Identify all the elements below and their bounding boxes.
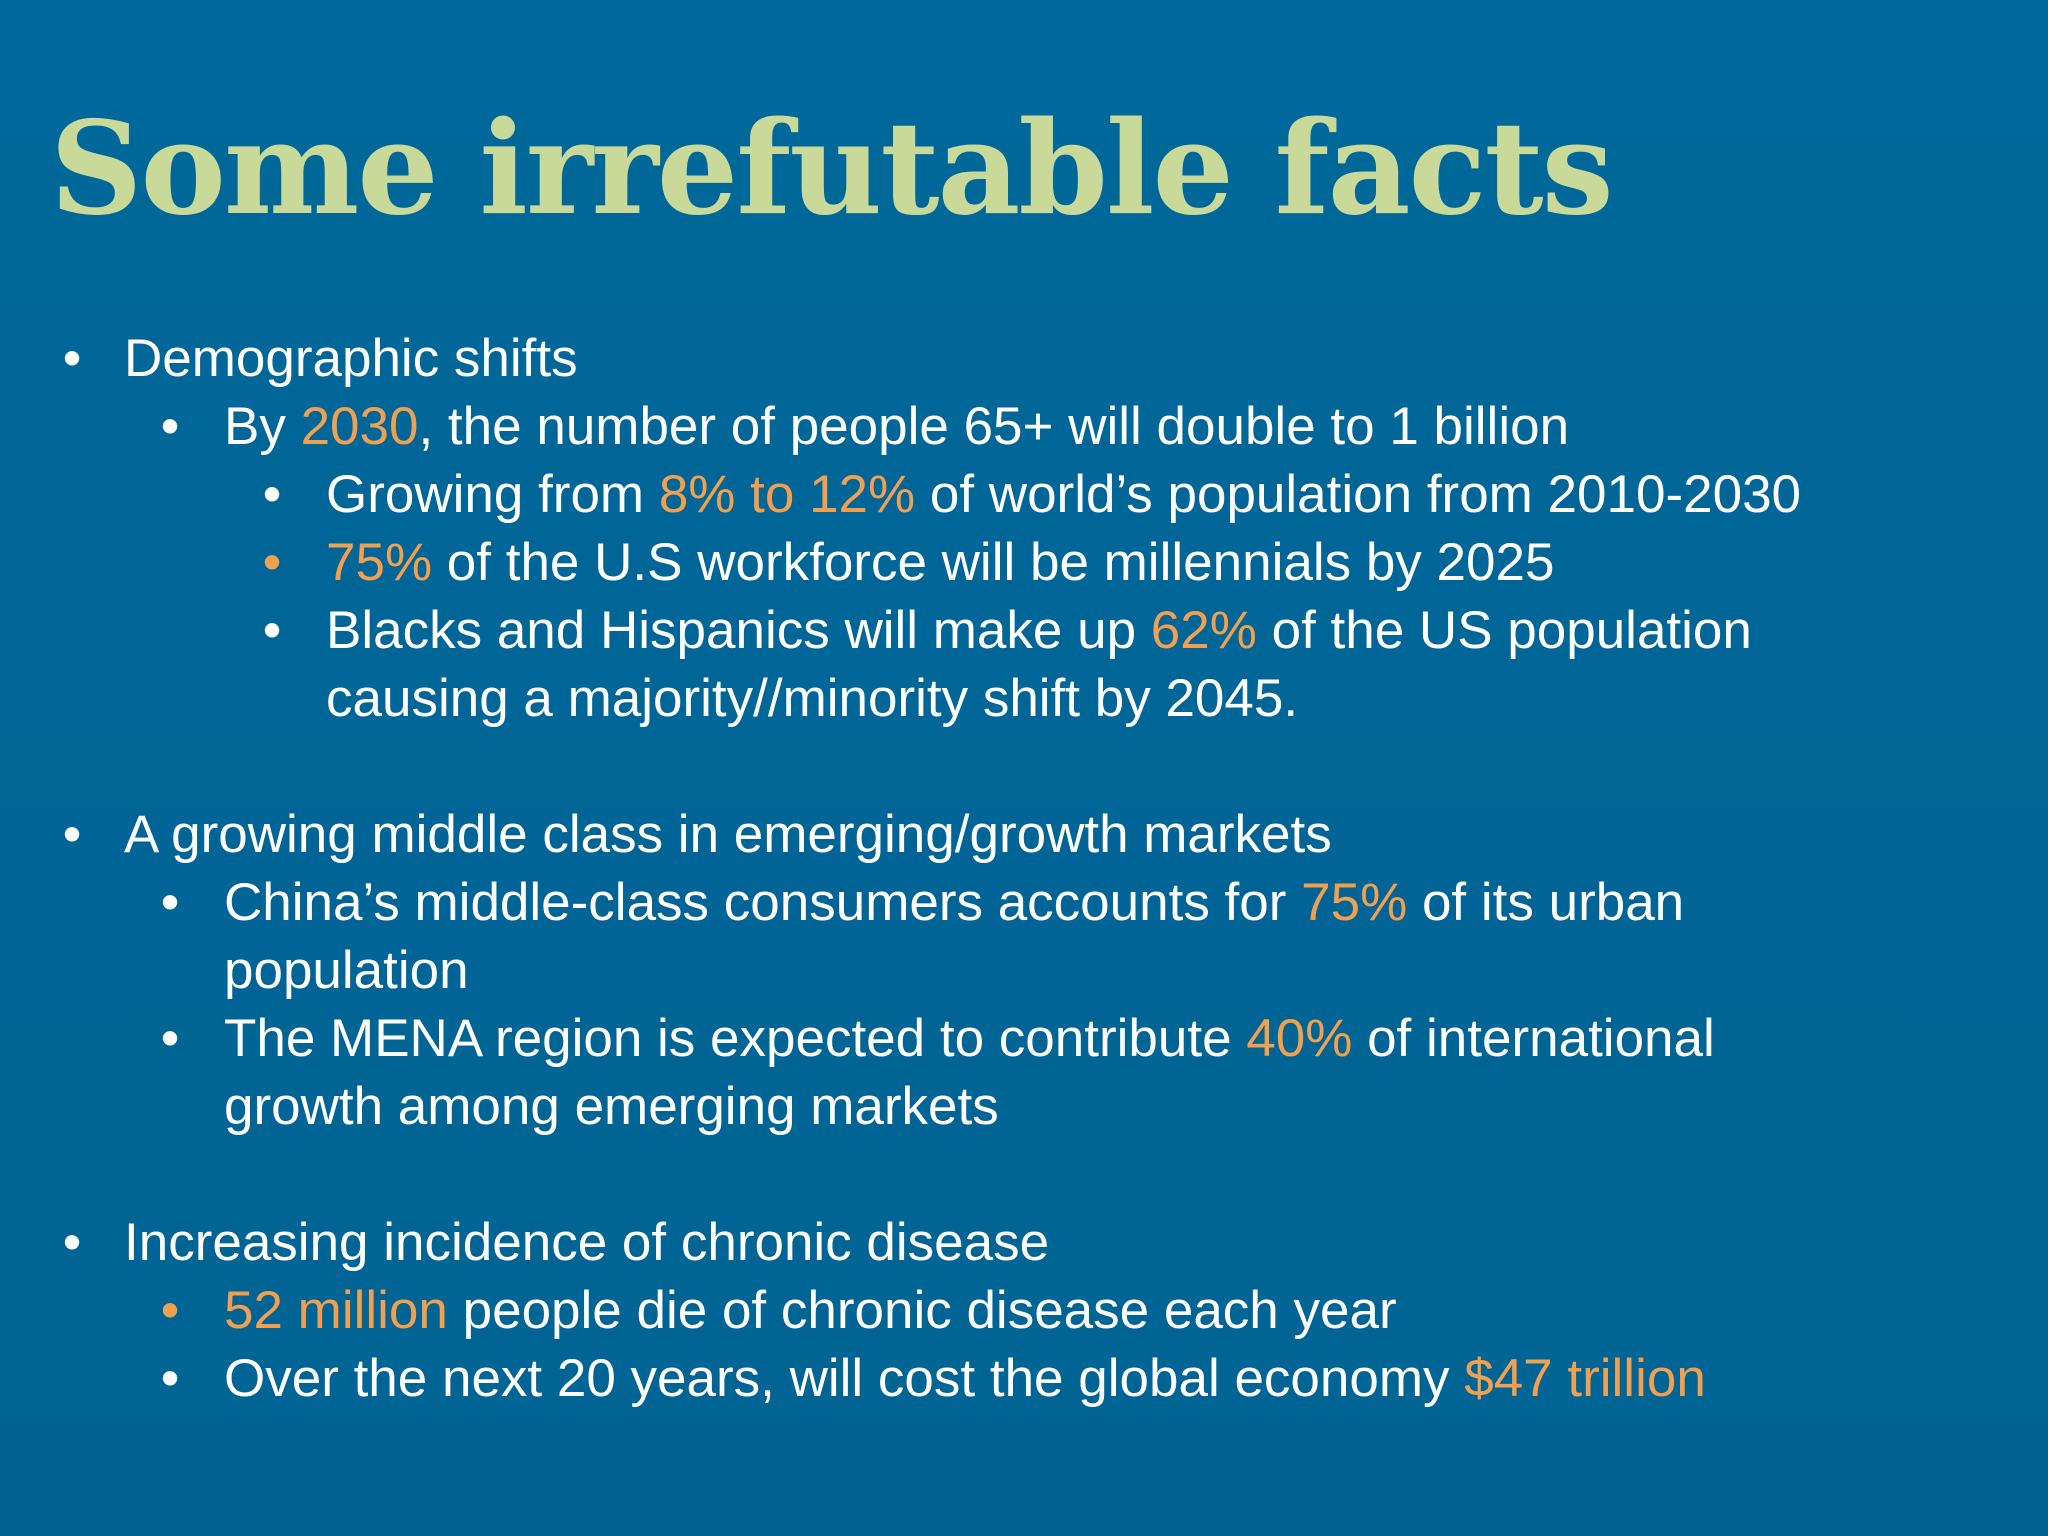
bullet-text: Over the next 20 years, will cost the global economy $47 trillion — [224, 1349, 1706, 1408]
highlight-value: 75% — [326, 533, 433, 592]
bullet-marker: • — [262, 601, 282, 660]
bullet-chronic-disease — [0, 1209, 2048, 1277]
bullet-people-65-plus — [0, 393, 2048, 461]
bullet-marker: • — [62, 805, 82, 864]
bullet-growing-middle-class — [0, 801, 2048, 869]
bullet-text: China’s middle-class consumers accounts for 75% of its urban — [224, 873, 1685, 932]
bullet-demographic-shifts — [0, 325, 2048, 393]
bullet-marker: • — [160, 397, 180, 456]
bullet-marker: • — [160, 1009, 180, 1068]
bullet-list — [0, 325, 2048, 1413]
bullet-marker: • — [62, 329, 82, 388]
bullet-millennials-workforce — [0, 529, 2048, 597]
bullet-text: Growing from 8% to 12% of world’s population from 2010-2030 — [326, 465, 1802, 524]
bullet-text: The MENA region is expected to contribute 40% of international — [224, 1009, 1715, 1068]
bullet-mena-region — [0, 1005, 2048, 1141]
bullet-china-middle-class — [0, 869, 2048, 1005]
bullet-chronic-disease-cost — [0, 1345, 2048, 1413]
highlight-value: $47 trillion — [1464, 1349, 1706, 1408]
highlight-value: 62% — [1150, 601, 1257, 660]
bullet-marker: • — [62, 1213, 82, 1272]
bullet-text: 75% of the U.S workforce will be millennials by 2025 — [326, 533, 1555, 592]
bullet-text: Blacks and Hispanics will make up 62% of the US population — [326, 601, 1752, 660]
bullet-text: 52 million people die of chronic disease each year — [224, 1281, 1397, 1340]
bullet-text: Increasing incidence of chronic disease — [124, 1213, 1050, 1272]
bullet-text-continuation: causing a majority//minority shift by 2045. — [326, 669, 1299, 728]
bullet-marker: • — [160, 1349, 180, 1408]
bullet-marker: • — [160, 1281, 180, 1340]
bullet-text: By 2030, the number of people 65+ will double to 1 billion — [224, 397, 1570, 456]
bullet-text-continuation: population — [224, 941, 469, 1000]
highlight-value: 52 million — [224, 1281, 448, 1340]
bullet-text-continuation: growth among emerging markets — [224, 1077, 999, 1136]
bullet-world-population-growth — [0, 461, 2048, 529]
bullet-chronic-disease-deaths — [0, 1277, 2048, 1345]
highlight-value: 8% to 12% — [658, 465, 916, 524]
highlight-value: 75% — [1301, 873, 1408, 932]
bullet-text: Demographic shifts — [124, 329, 578, 388]
bullet-marker: • — [262, 465, 282, 524]
bullet-text: A growing middle class in emerging/growth markets — [124, 805, 1332, 864]
slide-title: Some irrefutable facts — [50, 94, 1612, 244]
bullet-marker: • — [160, 873, 180, 932]
bullet-majority-minority-shift — [0, 597, 2048, 733]
highlight-value: 40% — [1246, 1009, 1353, 1068]
highlight-value: 2030 — [300, 397, 419, 456]
bullet-marker: • — [262, 533, 282, 592]
